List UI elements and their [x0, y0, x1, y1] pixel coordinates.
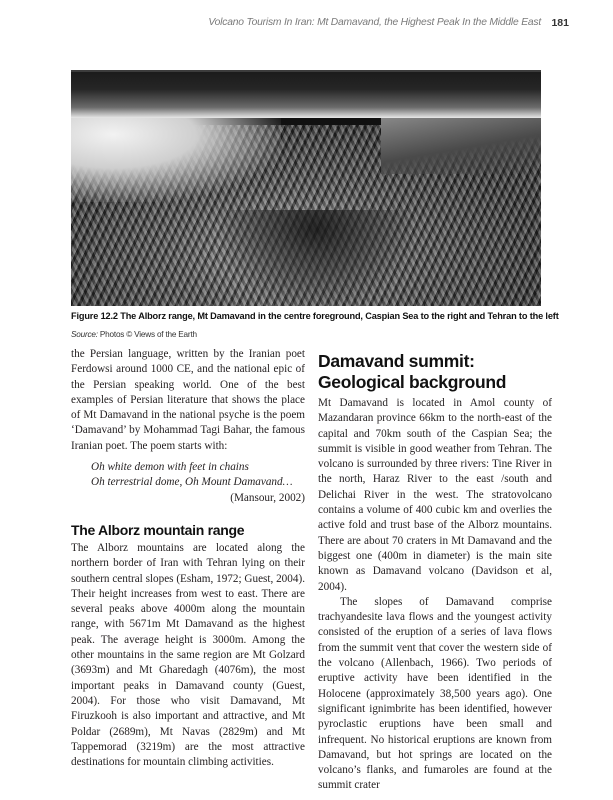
figure-source: [71, 330, 197, 339]
photo-sky: [71, 70, 541, 118]
right-column: [318, 347, 552, 794]
photo-tehran-haze: [71, 112, 281, 202]
figure-source-text: Photos © Views of the Earth: [97, 330, 197, 339]
poem-line: Oh terrestrial dome, Oh Mount Damavand…: [91, 476, 293, 489]
figure-caption: Figure 12.2 The Alborz range, Mt Damavand in the centre foreground, Caspian Sea to the right and Tehran to the left: [71, 311, 559, 321]
poem-quote: [71, 460, 305, 506]
photo-caspian-sea: [381, 114, 541, 174]
photo-border: [71, 70, 541, 72]
intro-paragraph: the Persian language, written by the Iranian poet Ferdowsi around 1000 CE, and the national epic of the Persian speaking world. One of the best examples of Persian literature that shows the place of Mt Damavand in the national psyche is the poem ‘Damavand’ by Mohammad Tagi Bahar, the famous Iranian poet. The poem starts with:: [71, 348, 305, 452]
geology-paragraph: The slopes of Damavand comprise trachyandesite lava flows and the youngest activity consisted of the eruption of a series of lava flows from the summit vent that cover the western side of the volcano (Allenbach, 1966). Two periods of eruptive activity have been identified in the Holocene (approximately 38,500 years ago). One significant ignimbrite has been identified, however pyroclastic eruptions have been small and infrequent. No historical eruptions are known from Damavand, but hot springs are located on the volcano’s flanks, and fumaroles are found at the summit crater: [318, 595, 552, 792]
running-head: [0, 17, 613, 33]
running-head-title: Volcano Tourism In Iran: Mt Damavand, the Highest Peak In the Middle East: [208, 17, 541, 28]
alborz-paragraph: The Alborz mountains are located along the northern border of Iran with Tehran lying on their southern central slopes (Esham, 1972; Guest, 2004). Their height increases from west to east. There are several peaks above 4000m along the mountain range, with 5671m Mt Damavand as the highest peak. The average height is 3000m. Among the other mountains in the same region are Mt Golzard (3693m) and Mt Gharedagh (4076m), the most important peaks in Damavand county (Guest, 2004). For those who visit Damavand, Mt Firuzkooh is also important and attractive, and Mt Poldar (2689m), Mt Navas (2829m) and Mt Tappemorad (3219m) are the most attractive destinations for mountain climbing activities.: [71, 541, 305, 769]
left-column: [71, 347, 305, 770]
section-heading-alborz: The Alborz mountain range: [71, 521, 245, 538]
geology-paragraph: Mt Damavand is located in Amol county of Mazandaran province 66km to the north-east of the capital and 70km south of the Caspian Sea; the summit is visible in good weather from Tehran. The volcano is surrounded by three rivers: Tine River in the north, Haraz River to the east /south and Delichai River in the west. The stratovolcano contains a volume of 400 cubic km and overlies the active fold and trust base of the Alborz mountains. There are about 70 craters in Mt Damavand and the biggest one (400m in diameter) is the main site known as Damavand volcano (Davidson et al, 2004).: [318, 397, 552, 593]
figure-photo-alborz-range: [71, 70, 541, 306]
page-number: 181: [551, 17, 569, 29]
poem-line: Oh white demon with feet in chains: [91, 461, 249, 474]
figure-source-label: Source:: [71, 330, 98, 339]
photo-damavand-peak: [221, 210, 411, 306]
poem-citation: (Mansour, 2002): [230, 491, 305, 504]
section-heading-geology: Damavand summit: Geological background: [318, 351, 507, 392]
